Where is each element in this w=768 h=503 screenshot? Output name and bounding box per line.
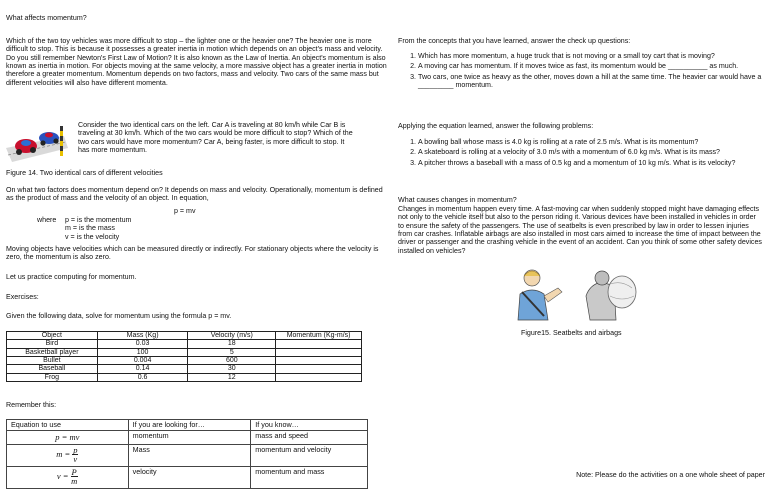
looking-for-cell: Mass (128, 444, 251, 466)
check-up-intro: From the concepts that you have learned, answer the check up questions: (398, 37, 631, 45)
table-cell (276, 340, 362, 348)
table-cell: 0.004 (97, 357, 188, 365)
remember-header: Equation to use (7, 420, 129, 431)
list-item: 3. Two cars, one twice as heavy as the other, moves down a hill at the same time. The heavier car would have a _________ momentum. (418, 73, 768, 90)
remember-row (7, 431, 368, 444)
intro-paragraph: Which of the two toy vehicles was more difficult to stop – the lighter one or the heavier one? The heavier one is more difficult to stop. This is because it possesses a greater inertia in motion which depends on an object's mass and velocity. Do you still remember Newton's First Law of Motion? It is also known as the Law of Inertia. An object's momentum is also known as inertia in motion. For objects moving at the same velocity, a more massive object has a greater inertia in motion therefore a greater momentum. Momentum depends on two factors, mass and velocity. Two cars of the same mass but different velocities will also have different momenta. (6, 37, 387, 87)
table-header-row (7, 332, 362, 340)
causes-paragraph: Changes in momentum happen every time. A fast-moving car when suddenly stopped might have damaging effects not only to the vehicle itself but also to the person riding it. Various devices have been installed in vehicles in order to ensure the safety of the passengers. The use of seatbelts is even prescribed by law in order to lessen injuries from car crashes. Inflatable airbags are also installed in most cars aimed to increase the time of impact between the driver or passenger and the crashing vehicle in the event of an accident. Can you think of some other safety devices installed on vehicles? (398, 205, 762, 255)
remember-row (7, 466, 368, 488)
table-cell: 0.6 (97, 373, 188, 381)
table-cell: 12 (188, 373, 276, 381)
table-header: Momentum (Kg-m/s) (276, 332, 362, 340)
where-label: where (37, 216, 57, 224)
car-a-icon (15, 139, 37, 155)
seatbelt-person-icon (518, 270, 562, 320)
table-cell: 0.03 (97, 340, 188, 348)
car-b-icon (39, 132, 59, 146)
table-row (7, 357, 362, 365)
table-cell: Bullet (7, 357, 98, 365)
table-cell: Frog (7, 373, 98, 381)
momentum-data-table (6, 331, 362, 382)
momentum-equation: p = mv (174, 207, 196, 215)
table-cell: Baseball (7, 365, 98, 373)
table-row (7, 373, 362, 381)
table-cell: 18 (188, 340, 276, 348)
table-cell: 30 (188, 365, 276, 373)
cars-paragraph: Consider the two identical cars on the left. Car A is traveling at 80 km/h while Car B is traveling at 30 km/h. Which of the two cars would be more difficult to stop? Which of the two cars would have more momentum? Car A, being faster, is more difficult to stop. It has more momentum. (78, 121, 353, 155)
equation-cell (7, 444, 129, 466)
stationary-paragraph: Moving objects have velocities which can be measured directly or indirectly. For stationary objects where the velocity is zero, the momentum is also zero. (6, 245, 379, 262)
seatbelt-airbag-illustration (510, 266, 642, 322)
table-cell: 0.14 (97, 365, 188, 373)
factors-paragraph: On what two factors does momentum depend on? It depends on mass and velocity. Operationally, momentum is defined as the product of mass and the velocity of an object. In equation, (6, 186, 383, 203)
table-cell: Bird (7, 340, 98, 348)
list-item: 1. Which has more momentum, a huge truck that is not moving or a small toy cart that is moving? (418, 52, 768, 60)
remember-table (6, 419, 368, 489)
check-up-list (398, 52, 768, 91)
activity-note: Note: Please do the activities on a one whole sheet of paper (576, 471, 765, 479)
table-cell (276, 348, 362, 356)
if-you-know-cell: momentum and mass (251, 466, 368, 488)
fraction-numerator: P (71, 466, 77, 477)
table-row (7, 348, 362, 356)
causes-heading: What causes changes in momentum? (398, 196, 517, 204)
list-item: 2. A skateboard is rolling at a velocity of 3.0 m/s with a momentum of 6.0 kg m/s. What is its mass? (418, 148, 768, 156)
list-item: 2. A moving car has momentum. If it moves twice as fast, its momentum would be __________ as much. (418, 62, 768, 70)
given-text: Given the following data, solve for momentum using the formula p = mv. (6, 312, 232, 320)
remember-header-row (7, 420, 368, 431)
table-cell (276, 365, 362, 373)
list-item: 3. A pitcher throws a baseball with a mass of 0.5 kg and a momentum of 10 kg m/s. What is its velocity? (418, 159, 768, 167)
table-cell: Basketball player (7, 348, 98, 356)
equation-m-lhs: m = (56, 448, 71, 459)
equation-v-fraction (71, 468, 78, 486)
table-row (7, 340, 362, 348)
table-row (7, 365, 362, 373)
remember-label: Remember this: (6, 401, 57, 409)
remember-header: If you are looking for… (128, 420, 251, 431)
table-cell: 100 (97, 348, 188, 356)
where-line-m: m = is the mass (65, 224, 115, 233)
remember-header: If you know… (251, 420, 368, 431)
table-header: Object (7, 332, 98, 340)
apply-intro: Applying the equation learned, answer the following problems: (398, 122, 594, 130)
equation-p-mv: p = mv (55, 432, 80, 443)
equation-cell (7, 466, 129, 488)
equation-v-lhs: v = (56, 470, 69, 481)
remember-row (7, 444, 368, 466)
table-cell: 5 (188, 348, 276, 356)
looking-for-cell: velocity (128, 466, 251, 488)
if-you-know-cell: mass and speed (251, 431, 368, 444)
fraction-denominator: v (73, 454, 78, 465)
section-heading: What affects momentum? (6, 14, 87, 22)
where-line-v: v = is the velocity (65, 232, 120, 241)
figure-14-caption: Figure 14. Two identical cars of different velocities (6, 169, 163, 177)
table-header: Mass (Kg) (97, 332, 188, 340)
looking-for-cell: momentum (128, 431, 251, 444)
figure-15-caption: Figure15. Seatbelts and airbags (521, 329, 622, 337)
fraction-denominator: m (71, 476, 78, 487)
two-cars-illustration (4, 118, 70, 168)
where-line-p: p = is the momentum (65, 216, 132, 224)
exercises-label: Exercises: (6, 293, 39, 301)
equation-m-fraction (72, 446, 78, 464)
equation-cell (7, 431, 129, 444)
apply-problems-list (398, 138, 768, 169)
table-cell (276, 373, 362, 381)
list-item: 1. A bowling ball whose mass is 4.0 kg is rolling at a rate of 2.5 m/s. What is its momentum? (418, 138, 768, 146)
if-you-know-cell: momentum and velocity (251, 444, 368, 466)
practice-text: Let us practice computing for momentum. (6, 273, 137, 281)
table-header: Velocity (m/s) (188, 332, 276, 340)
fraction-numerator: p (73, 444, 78, 455)
table-cell (276, 357, 362, 365)
table-cell: 600 (188, 357, 276, 365)
airbag-icon (586, 271, 636, 320)
